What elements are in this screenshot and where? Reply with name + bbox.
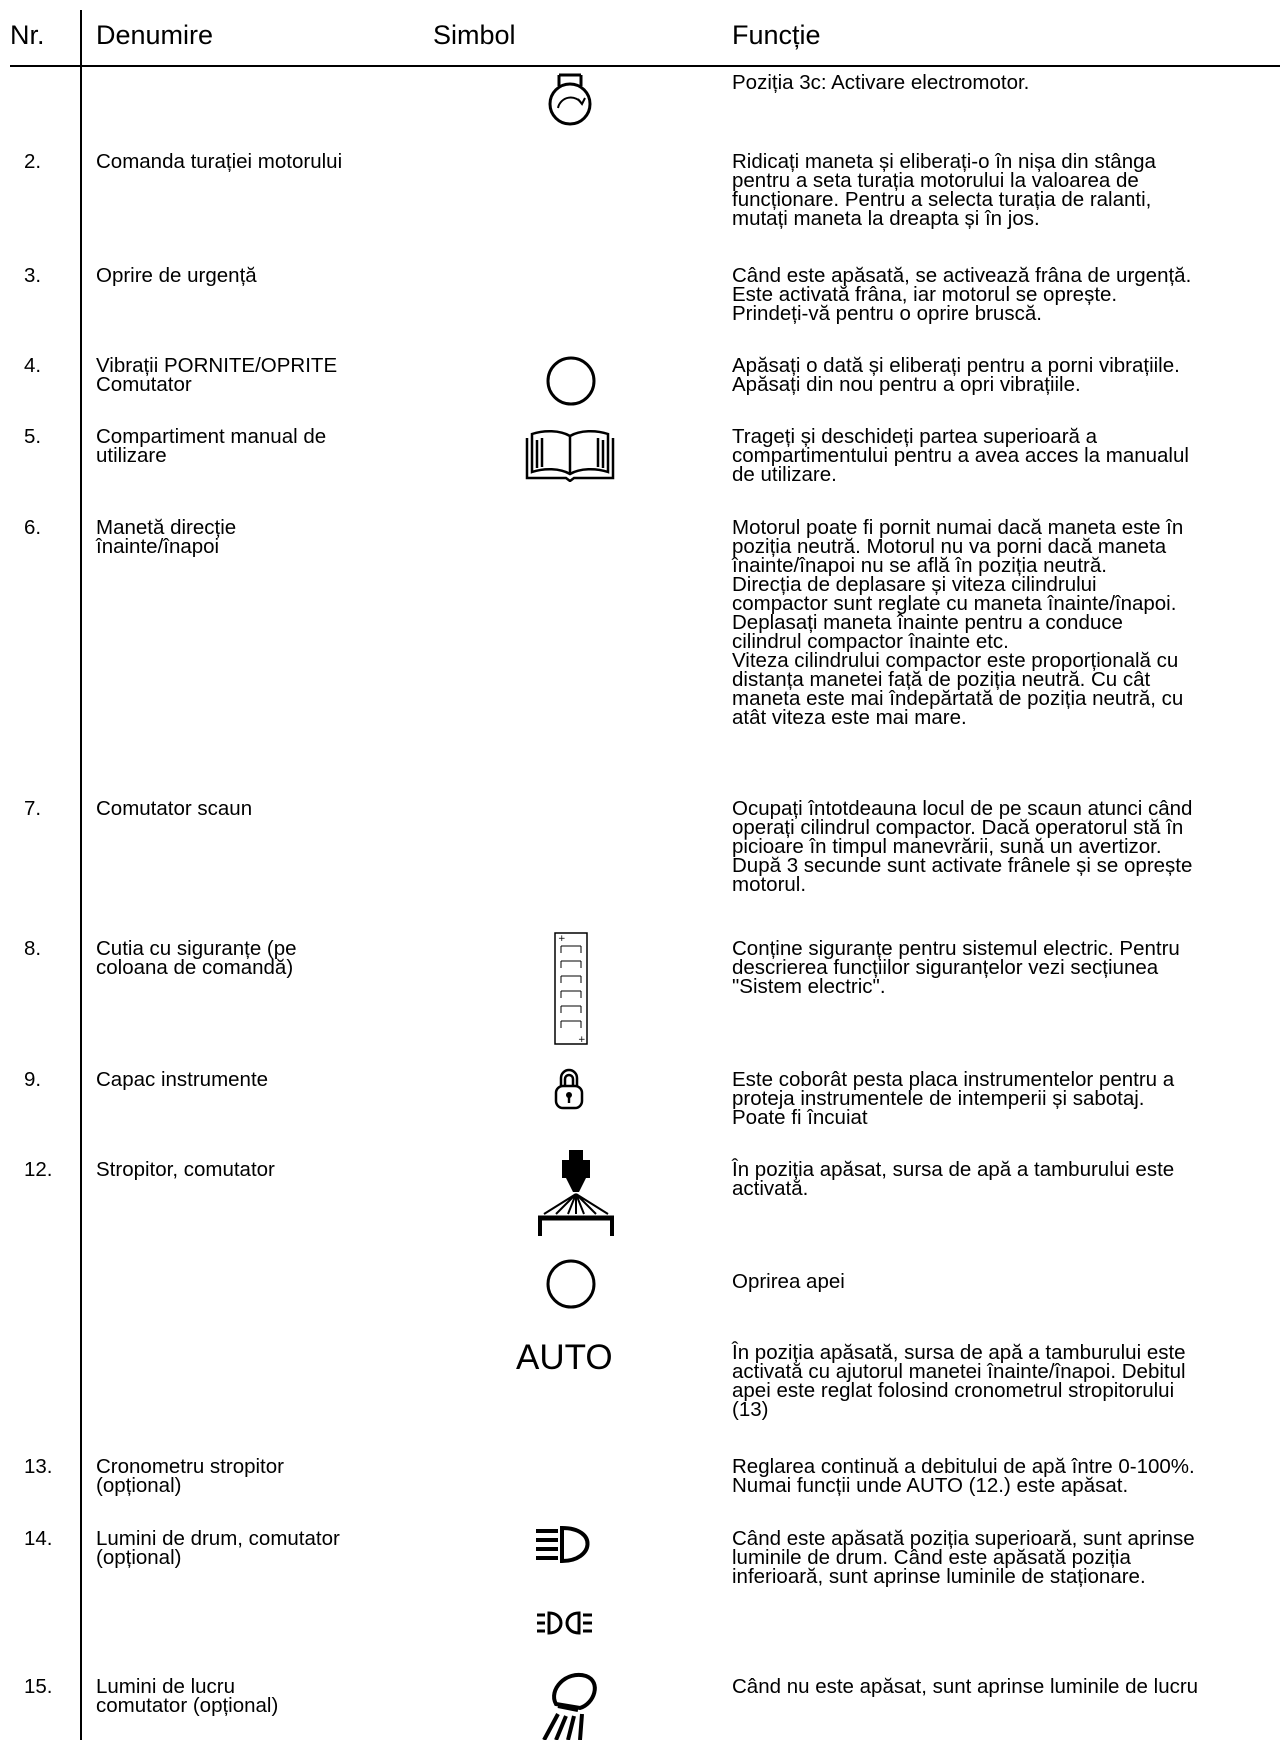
row-name: Cutia cu siguranțe (pe coloana de comandă) <box>96 937 297 979</box>
fuse-box-icon <box>553 931 589 1046</box>
header-nr: Nr. <box>10 20 45 50</box>
column-divider <box>80 10 82 1740</box>
high-beam-icon <box>532 1524 606 1566</box>
row-number: 4. <box>24 354 42 377</box>
row-number: 8. <box>24 937 42 960</box>
row-number: 2. <box>24 150 42 173</box>
header-rule <box>10 65 1280 67</box>
row-number: 12. <box>24 1158 53 1181</box>
manual-book-icon <box>522 428 618 482</box>
function-text: Poziția 3c: Activare electromotor. <box>732 71 1030 94</box>
row-number: 3. <box>24 264 42 287</box>
function-text: Când este apăsată poziția superioară, sunt aprinse luminile de drum. Când este apăsată poziția inferioară, sunt aprinse luminile de staționare. <box>732 1527 1195 1588</box>
row-number: 7. <box>24 797 42 820</box>
row-number: 5. <box>24 425 42 448</box>
row-name: Lumini de drum, comutator (opțional) <box>96 1527 340 1569</box>
function-text: Oprirea apei <box>732 1270 845 1293</box>
function-text: Trageți și deschideți partea superioară a compartimentului pentru a avea acces la manualul de utilizare. <box>732 425 1189 486</box>
row-name: Compartiment manual de utilizare <box>96 425 327 467</box>
work-light-icon <box>536 1666 606 1740</box>
row-number: 15. <box>24 1675 53 1698</box>
row-name: Lumini de lucru comutator (opțional) <box>96 1675 279 1717</box>
row-name: Comutator scaun <box>96 797 253 820</box>
function-text: Este coborât pesta placa instrumentelor pentru a proteja instrumentele de intemperii și sabotaj. Poate fi încuiat <box>732 1068 1175 1129</box>
header-functie: Funcție <box>732 20 821 50</box>
function-text: Motorul poate fi pornit numai dacă maneta este în poziția neutră. Motorul nu va porni dacă maneta înainte/înapoi nu se află în poziția neutră. Direcția de deplasare și viteza cilindrului compactor sunt reglate cu maneta înainte/înapoi. Deplasați maneta înainte pentru a conduce cilindrul compactor înainte etc. Viteza cilindrului compactor este proporțională cu distanța manetei față de poziția neutră. Cu cât maneta este mai îndepărtată de poziția neutră, cu atât viteza este mai mare. <box>732 516 1184 729</box>
row-name: Manetă direcție înainte/înapoi <box>96 516 237 558</box>
function-text: În poziția apăsat, sursa de apă a tamburului este activată. <box>732 1158 1175 1200</box>
function-text: Când nu este apăsat, sunt aprinse luminile de lucru <box>732 1675 1199 1698</box>
function-text: Când este apăsată, se activează frâna de urgență. Este activată frâna, iar motorul se oprește. Prindeți-vă pentru o oprire bruscă. <box>732 264 1192 325</box>
function-text: Reglarea continuă a debitului de apă între 0-100%. Numai funcții unde AUTO (12.) este apăsat. <box>732 1455 1195 1497</box>
row-number: 9. <box>24 1068 42 1091</box>
row-name: Comanda turației motorului <box>96 150 343 173</box>
svg-text:+: + <box>558 934 566 944</box>
header-simbol: Simbol <box>433 20 516 50</box>
motor-start-icon <box>545 70 595 128</box>
sprinkler-icon <box>534 1148 616 1236</box>
svg-text:+: + <box>578 1035 586 1045</box>
function-text: Ridicați maneta și eliberați-o în nișa din stânga pentru a seta turația motorului la valoarea de funcționare. Pentru a selecta turația de ralanti, mutați maneta la dreapta și în jos. <box>732 150 1156 230</box>
header-denumire: Denumire <box>96 20 214 50</box>
row-name: Capac instrumente <box>96 1068 269 1091</box>
row-name: Oprire de urgență <box>96 264 257 287</box>
row-name: Cronometru stropitor (opțional) <box>96 1455 284 1497</box>
function-text: Conține siguranțe pentru sistemul electric. Pentru descrierea funcțiilor siguranțelor vezi secțiunea "Sistem electric". <box>732 937 1180 998</box>
parking-lights-icon <box>535 1609 595 1637</box>
row-name: Stropitor, comutator <box>96 1158 275 1181</box>
row-name: Vibrații PORNITE/OPRITE Comutator <box>96 354 338 396</box>
row-number: 6. <box>24 516 42 539</box>
function-text: Apăsați o dată și eliberați pentru a porni vibrațiile. Apăsați din nou pentru a opri vibrațiile. <box>732 354 1180 396</box>
row-number: 13. <box>24 1455 53 1478</box>
function-text: În poziția apăsată, sursa de apă a tamburului este activată cu ajutorul manetei înainte/înapoi. Debitul apei este reglat folosind cronometrul stropitorului (13) <box>732 1341 1186 1421</box>
circle-icon <box>545 355 597 407</box>
padlock-icon <box>553 1066 585 1112</box>
circle-icon <box>545 1258 597 1310</box>
function-text: Ocupați întotdeauna locul de pe scaun atunci când operați cilindrul compactor. Dacă operatorul stă în picioare în timpul manevrării, sună un avertizor. După 3 secunde sunt activate frânele și se oprește motorul. <box>732 797 1193 896</box>
auto-symbol-label: AUTO <box>516 1338 613 1377</box>
row-number: 14. <box>24 1527 53 1550</box>
